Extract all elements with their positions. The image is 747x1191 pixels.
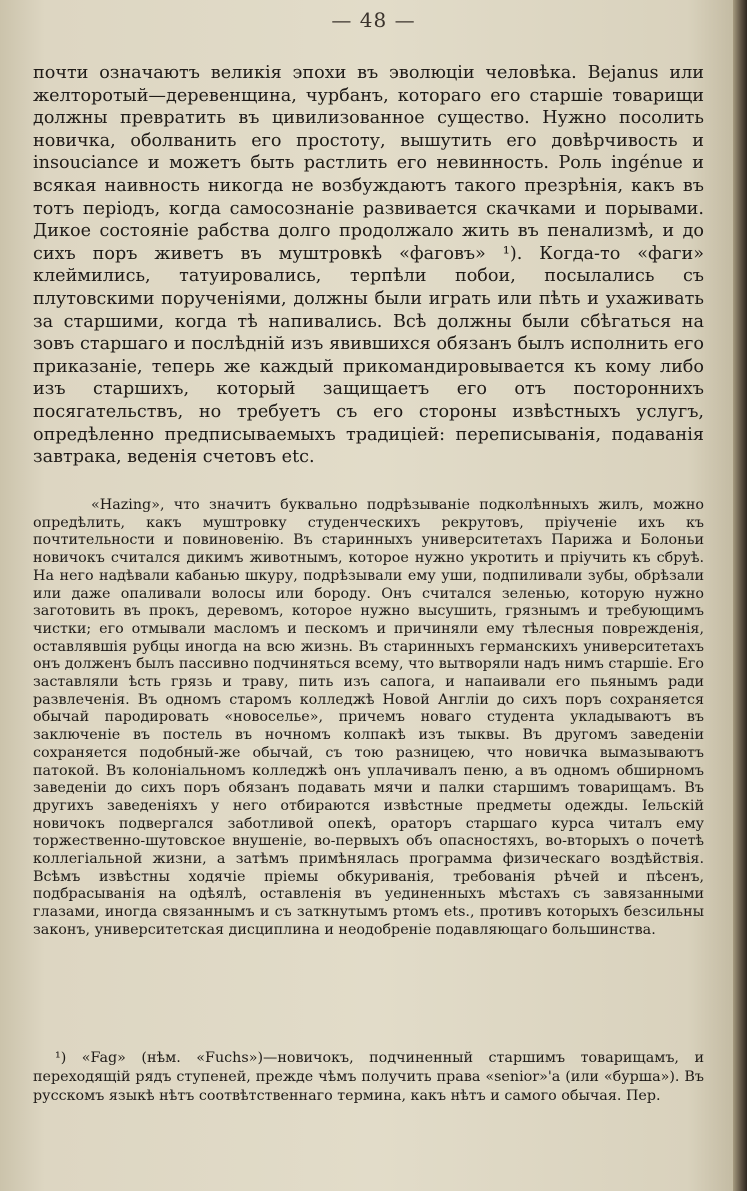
quoted-passage: «Hazing», что значитъ буквально подрѣзываніе подколѣнныхъ жилъ, можно опредѣлить, какъ муштровку студенческихъ рекрутовъ, пріученіе ихъ къ почтительности и повиновенію. Въ старинныхъ университетахъ Парижа и Болоньи новичокъ считался дикимъ животнымъ, которое нужно укротить и пріучить къ сбруѣ. На него надѣвали кабанью шкуру, подрѣзывали ему уши, подпиливали зубы, обрѣзали или даже опаливали волосы или бороду. Онъ считался зеленью, которую нужно заготовить въ прокъ, деревомъ, которое нужно высушить, грязнымъ и требующимъ чистки; его отмывали масломъ и пескомъ и причиняли ему тѣлесныя поврежденія, оставлявшія рубцы иногда на всю жизнь. Въ старинныхъ германскихъ университетахъ онъ долженъ былъ пассивно подчиняться всему, что вытворяли надъ нимъ старшіе. Его заставляли ѣсть грязь и траву, пить изъ сапога, и напаивали его пьянымъ ради развлеченія. Въ одномъ старомъ колледжѣ Новой Англіи до сихъ поръ сохраняется обычай пародировать «новоселье», причемъ новаго студента укладываютъ въ заключеніе въ постель въ ночномъ колпакѣ изъ тыквы. Въ другомъ заведеніи сохраняется подобный-же обычай, съ тою разницею, что новичка вымазываютъ патокой. Въ колоніальномъ колледжѣ онъ уплачивалъ пеню, а въ одномъ обширномъ заведеніи до сихъ поръ обязанъ подавать мячи и палки старшимъ товарищамъ. Въ другихъ заведеніяхъ у него отбираются извѣстные предметы одежды. Іельскій новичокъ подвергался заботливой опекѣ, ораторъ старшаго курса читалъ ему торжественно-шутовское внушеніе, во-первыхъ объ опасностяхъ, во-вторыхъ о почетѣ коллегіальной жизни, а затѣмъ примѣнялась программа физическаго воздѣйствія. Всѣмъ извѣстны ходячіе пріемы обкуриванія, требованія рѣчей и пѣсенъ, подбрасыванія на одѣялѣ, оставленія въ уединенныхъ мѣстахъ съ завязанными глазами, иногда связаннымъ и съ заткнутымъ ртомъ ets., противъ которыхъ безсильны законъ, университетская дисциплина и неодобреніе подавляющаго большинства. <box>33 497 704 938</box>
book-spine-shadow <box>733 0 747 1191</box>
main-paragraph: почти означаютъ великія эпохи въ эволюціи человѣка. Bejanus или желторотый—деревенщина, чурбанъ, котораго его старшіе товарищи должны превратить въ цивилизованное существо. Нужно посолить новичка, оболванить его простоту, вышутить его довѣрчивость и insouciance и можетъ быть растлить его невинность. Роль ingénue и всякая наивность никогда не возбуждаютъ такого презрѣнія, какъ въ тотъ періодъ, когда самосознаніе развивается скачками и порывами. Дикое состояніе рабства долго продолжало жить въ пенализмѣ, и до сихъ поръ живетъ въ муштровкѣ «фаговъ» ¹). Когда-то «фаги» клеймились, татуировались, терпѣли побои, посылались съ плутовскими порученіями, должны были играть или пѣть и ухаживать за старшими, когда тѣ напивались. Всѣ должны были сбѣгаться на зовъ старшаго и послѣдній изъ явившихся обязанъ былъ исполнить его приказаніе, теперь же каждый прикомандировывается къ кому либо изъ старшихъ, который защищаетъ его отъ постороннихъ посягательствъ, но требуетъ съ его стороны извѣстныхъ услугъ, опредѣленно предписываемыхъ традиціей: переписыванія, подаванія завтрака, веденія счетовъ etc. <box>33 63 704 468</box>
page-number: — 48 — <box>331 8 416 32</box>
footnote: ¹) «Fag» (нѣм. «Fuchs»)—новичокъ, подчиненный старшимъ товарищамъ, и переходящій рядъ ступеней, прежде чѣмъ получить права «senior»'а (или «бурша»). Въ русскомъ языкѣ нѣтъ соотвѣтственнаго термина, какъ нѣтъ и самого обычая. Пер. <box>33 1050 704 1104</box>
